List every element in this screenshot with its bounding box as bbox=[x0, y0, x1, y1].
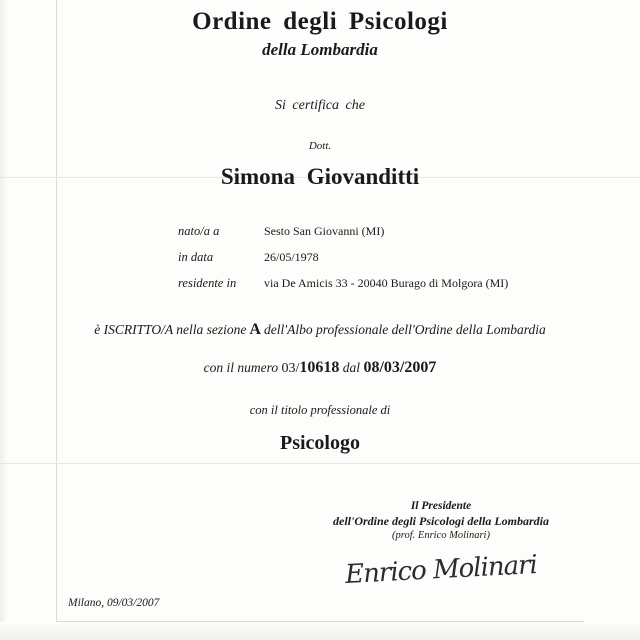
recipient-name: Simona Giovanditti bbox=[220, 164, 420, 189]
number-prefix: 03/ bbox=[281, 361, 300, 376]
fold-line-bottom bbox=[0, 463, 640, 464]
document-subtitle: della Lombardia bbox=[262, 40, 378, 59]
detail-row-birthdate bbox=[178, 250, 580, 265]
president-organization: dell'Ordine degli Psicologi della Lombardia bbox=[333, 514, 549, 528]
detail-label-residence: residente in bbox=[178, 276, 237, 290]
signature-block bbox=[306, 500, 576, 591]
detail-label-birthplace: nato/a a bbox=[178, 224, 220, 238]
number-label: con il numero bbox=[203, 360, 279, 375]
president-name: (prof. Enrico Molinari) bbox=[392, 530, 490, 541]
detail-label-birthdate: in data bbox=[178, 250, 214, 264]
detail-value-residence: via De Amicis 33 - 20040 Burago di Molgora (MI) bbox=[264, 276, 509, 290]
page-bottom-shadow bbox=[0, 622, 640, 640]
place-and-date: Milano, 09/03/2007 bbox=[68, 597, 160, 609]
honorific-label: Dott. bbox=[308, 140, 332, 152]
date-label: dal bbox=[342, 360, 361, 375]
registration-date: 08/03/2007 bbox=[363, 359, 437, 376]
personal-details bbox=[60, 224, 580, 291]
detail-value-birthdate: 26/05/1978 bbox=[264, 250, 319, 264]
detail-row-birthplace bbox=[178, 224, 580, 239]
registration-number-line bbox=[60, 359, 580, 377]
registration-prefix: è ISCRITTO/A nella sezione bbox=[94, 322, 247, 337]
signature-mark: Enrico Molinari bbox=[344, 550, 538, 591]
registration-number: 10618 bbox=[299, 359, 340, 376]
profession-value: Psicologo bbox=[280, 432, 360, 454]
registration-suffix: dell'Albo professionale dell'Ordine della Lombardia bbox=[263, 322, 546, 337]
detail-value-birthplace: Sesto San Giovanni (MI) bbox=[264, 224, 385, 238]
registration-section-letter: A bbox=[249, 321, 261, 338]
professional-title-label: con il titolo professionale di bbox=[249, 403, 391, 417]
registration-line bbox=[60, 321, 580, 339]
document-title: Ordine degli Psicologi bbox=[192, 8, 448, 35]
detail-row-residence bbox=[178, 276, 580, 291]
certifies-text: Si certifica che bbox=[275, 98, 365, 113]
president-title: Il Presidente bbox=[410, 500, 472, 512]
